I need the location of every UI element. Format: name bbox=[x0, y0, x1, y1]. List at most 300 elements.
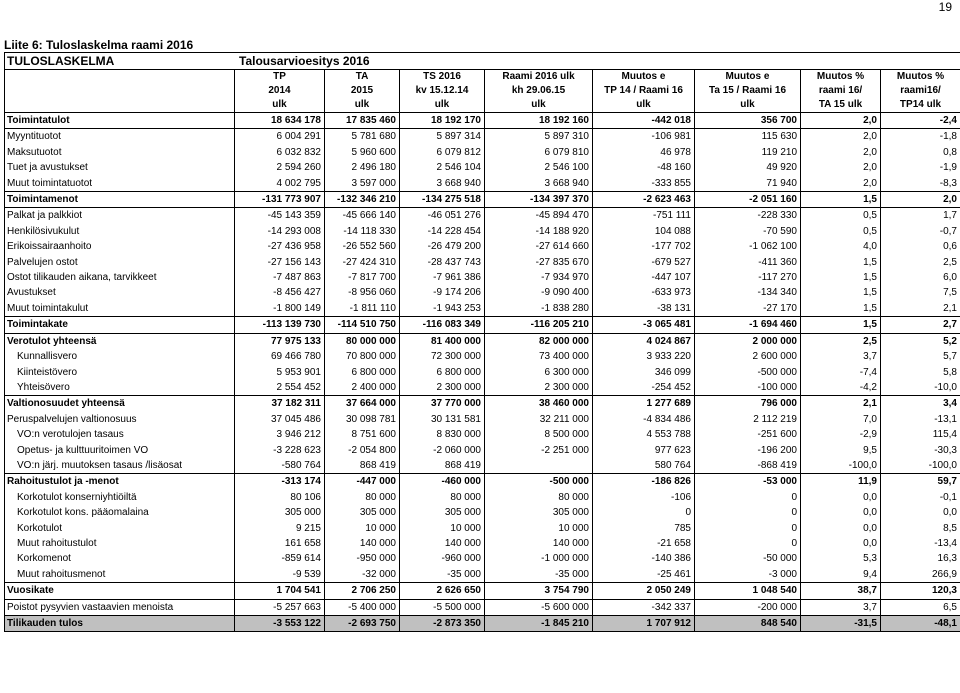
value-cell: -868 419 bbox=[695, 458, 801, 474]
value-cell: 5 953 901 bbox=[235, 365, 325, 380]
column-header-row bbox=[5, 70, 960, 84]
value-cell: 1,5 bbox=[801, 255, 881, 270]
table-row bbox=[5, 365, 960, 380]
value-cell: -132 346 210 bbox=[325, 192, 400, 208]
value-cell: -114 510 750 bbox=[325, 317, 400, 333]
value-cell: 2 300 000 bbox=[400, 380, 485, 396]
value-cell: 2 300 000 bbox=[485, 380, 593, 396]
value-cell: 8,5 bbox=[881, 521, 960, 536]
value-cell: -2,9 bbox=[801, 427, 881, 442]
value-cell: 6 079 810 bbox=[485, 145, 593, 160]
row-label: Toimintakate bbox=[5, 317, 235, 333]
header-blank-cell bbox=[5, 70, 235, 84]
row-label: Korkotulot bbox=[5, 521, 235, 536]
page-number: 19 bbox=[938, 0, 952, 14]
value-cell: 2 050 249 bbox=[593, 583, 695, 599]
income-statement-table bbox=[4, 70, 960, 632]
value-cell: 2,7 bbox=[881, 317, 960, 333]
table-row bbox=[5, 396, 960, 412]
value-cell: 2,0 bbox=[801, 129, 881, 145]
table-row bbox=[5, 505, 960, 520]
column-header-row bbox=[5, 98, 960, 113]
value-cell: 115 630 bbox=[695, 129, 801, 145]
value-cell: -70 590 bbox=[695, 224, 801, 239]
value-cell: -100 000 bbox=[695, 380, 801, 396]
value-cell: 2,5 bbox=[801, 333, 881, 349]
value-cell: -30,3 bbox=[881, 443, 960, 458]
value-cell: -1 694 460 bbox=[695, 317, 801, 333]
row-label: Tilikauden tulos bbox=[5, 616, 235, 632]
table-row bbox=[5, 536, 960, 551]
value-cell: 104 088 bbox=[593, 224, 695, 239]
value-cell: -5 400 000 bbox=[325, 599, 400, 615]
page-heading: Liite 6: Tuloslaskelma raami 2016 bbox=[4, 38, 194, 52]
table-row bbox=[5, 255, 960, 270]
value-cell: 2,0 bbox=[801, 113, 881, 129]
value-cell: 2,1 bbox=[801, 396, 881, 412]
row-label: Toimintatulot bbox=[5, 113, 235, 129]
value-cell: -7 817 700 bbox=[325, 270, 400, 285]
table-row bbox=[5, 224, 960, 239]
value-cell: -2 251 000 bbox=[485, 443, 593, 458]
value-cell: 1,5 bbox=[801, 317, 881, 333]
value-cell: -27 436 958 bbox=[235, 239, 325, 254]
value-cell: 0 bbox=[695, 490, 801, 505]
value-cell: -2,4 bbox=[881, 113, 960, 129]
value-cell: 4 002 795 bbox=[235, 176, 325, 192]
value-cell: -751 111 bbox=[593, 208, 695, 224]
value-cell: 0 bbox=[695, 505, 801, 520]
value-cell: -859 614 bbox=[235, 551, 325, 566]
column-header-cell: ulk bbox=[485, 98, 593, 113]
value-cell: -26 479 200 bbox=[400, 239, 485, 254]
value-cell: -48,1 bbox=[881, 616, 960, 632]
row-label: Kiinteistövero bbox=[5, 365, 235, 380]
value-cell: 5,8 bbox=[881, 365, 960, 380]
value-cell: -9 174 206 bbox=[400, 285, 485, 300]
value-cell: 2 600 000 bbox=[695, 349, 801, 364]
value-cell: -38 131 bbox=[593, 301, 695, 317]
value-cell: 37 664 000 bbox=[325, 396, 400, 412]
sheet-title-row bbox=[4, 52, 960, 70]
column-header-cell: raami16/ bbox=[881, 84, 960, 98]
value-cell: 1,5 bbox=[801, 285, 881, 300]
value-cell: 73 400 000 bbox=[485, 349, 593, 364]
value-cell: 266,9 bbox=[881, 567, 960, 583]
value-cell: -447 000 bbox=[325, 474, 400, 490]
value-cell: -9 539 bbox=[235, 567, 325, 583]
value-cell: 10 000 bbox=[485, 521, 593, 536]
table-row bbox=[5, 412, 960, 427]
column-header-cell: ulk bbox=[695, 98, 801, 113]
value-cell: 82 000 000 bbox=[485, 333, 593, 349]
table-row bbox=[5, 380, 960, 396]
value-cell: 305 000 bbox=[400, 505, 485, 520]
value-cell: 0,0 bbox=[801, 521, 881, 536]
value-cell: 3,4 bbox=[881, 396, 960, 412]
value-cell: 305 000 bbox=[325, 505, 400, 520]
value-cell: 6 079 812 bbox=[400, 145, 485, 160]
value-cell: 5,3 bbox=[801, 551, 881, 566]
value-cell: -13,1 bbox=[881, 412, 960, 427]
value-cell: 1,5 bbox=[801, 192, 881, 208]
value-cell: 81 400 000 bbox=[400, 333, 485, 349]
row-label: Ostot tilikauden aikana, tarvikkeet bbox=[5, 270, 235, 285]
table-row bbox=[5, 599, 960, 615]
value-cell: 32 211 000 bbox=[485, 412, 593, 427]
value-cell: 18 634 178 bbox=[235, 113, 325, 129]
table-row bbox=[5, 208, 960, 224]
value-cell: 16,3 bbox=[881, 551, 960, 566]
row-label: Tuet ja avustukset bbox=[5, 160, 235, 175]
value-cell: 5 897 314 bbox=[400, 129, 485, 145]
value-cell: -500 000 bbox=[695, 365, 801, 380]
table-row bbox=[5, 192, 960, 208]
value-cell: 2 554 452 bbox=[235, 380, 325, 396]
table-row bbox=[5, 458, 960, 474]
value-cell: -113 139 730 bbox=[235, 317, 325, 333]
row-label: Avustukset bbox=[5, 285, 235, 300]
table-row bbox=[5, 616, 960, 632]
value-cell: 161 658 bbox=[235, 536, 325, 551]
value-cell: -460 000 bbox=[400, 474, 485, 490]
table-row bbox=[5, 317, 960, 333]
value-cell: 140 000 bbox=[400, 536, 485, 551]
value-cell: 80 000 bbox=[325, 490, 400, 505]
value-cell: -342 337 bbox=[593, 599, 695, 615]
value-cell: 115,4 bbox=[881, 427, 960, 442]
value-cell: -48 160 bbox=[593, 160, 695, 175]
column-header-cell: ulk bbox=[235, 98, 325, 113]
value-cell: -14 293 008 bbox=[235, 224, 325, 239]
value-cell: -35 000 bbox=[400, 567, 485, 583]
value-cell: 49 920 bbox=[695, 160, 801, 175]
value-cell: 38 460 000 bbox=[485, 396, 593, 412]
value-cell: 77 975 133 bbox=[235, 333, 325, 349]
value-cell: -5 257 663 bbox=[235, 599, 325, 615]
value-cell: -1 811 110 bbox=[325, 301, 400, 317]
value-cell: 80 106 bbox=[235, 490, 325, 505]
value-cell: -7 961 386 bbox=[400, 270, 485, 285]
row-label: Palvelujen ostot bbox=[5, 255, 235, 270]
value-cell: -3 553 122 bbox=[235, 616, 325, 632]
column-header-cell: Raami 2016 ulk bbox=[485, 70, 593, 84]
value-cell: -134 275 518 bbox=[400, 192, 485, 208]
value-cell: 18 192 160 bbox=[485, 113, 593, 129]
value-cell: -960 000 bbox=[400, 551, 485, 566]
value-cell: 11,9 bbox=[801, 474, 881, 490]
value-cell: 346 099 bbox=[593, 365, 695, 380]
value-cell: -2 693 750 bbox=[325, 616, 400, 632]
row-label: Kunnallisvero bbox=[5, 349, 235, 364]
value-cell: -200 000 bbox=[695, 599, 801, 615]
table-row bbox=[5, 176, 960, 192]
column-header-cell: Ta 15 / Raami 16 bbox=[695, 84, 801, 98]
value-cell: 2 496 180 bbox=[325, 160, 400, 175]
table-row bbox=[5, 129, 960, 145]
value-cell: -950 000 bbox=[325, 551, 400, 566]
column-header-cell: TP14 ulk bbox=[881, 98, 960, 113]
row-label: Muut toimintatuotot bbox=[5, 176, 235, 192]
value-cell: 1 048 540 bbox=[695, 583, 801, 599]
row-label: Palkat ja palkkiot bbox=[5, 208, 235, 224]
value-cell: -27 614 660 bbox=[485, 239, 593, 254]
header-blank-cell bbox=[5, 84, 235, 98]
value-cell: 2 000 000 bbox=[695, 333, 801, 349]
value-cell: -8 456 427 bbox=[235, 285, 325, 300]
value-cell: -251 600 bbox=[695, 427, 801, 442]
value-cell: 6,0 bbox=[881, 270, 960, 285]
value-cell: -31,5 bbox=[801, 616, 881, 632]
value-cell: 59,7 bbox=[881, 474, 960, 490]
value-cell: -131 773 907 bbox=[235, 192, 325, 208]
value-cell: 0,5 bbox=[801, 224, 881, 239]
value-cell: -1 845 210 bbox=[485, 616, 593, 632]
value-cell: 0,0 bbox=[801, 490, 881, 505]
value-cell: 5 897 310 bbox=[485, 129, 593, 145]
value-cell: 120,3 bbox=[881, 583, 960, 599]
table-row bbox=[5, 239, 960, 254]
income-statement-sheet bbox=[4, 52, 960, 632]
value-cell: -633 973 bbox=[593, 285, 695, 300]
value-cell: 3 933 220 bbox=[593, 349, 695, 364]
column-header-cell: TP 14 / Raami 16 bbox=[593, 84, 695, 98]
table-row bbox=[5, 333, 960, 349]
column-header-cell: ulk bbox=[400, 98, 485, 113]
value-cell: -26 552 560 bbox=[325, 239, 400, 254]
value-cell: 8 830 000 bbox=[400, 427, 485, 442]
value-cell: 2 400 000 bbox=[325, 380, 400, 396]
value-cell: -228 330 bbox=[695, 208, 801, 224]
value-cell: 30 098 781 bbox=[325, 412, 400, 427]
table-row bbox=[5, 443, 960, 458]
value-cell: 0,5 bbox=[801, 208, 881, 224]
value-cell: -45 666 140 bbox=[325, 208, 400, 224]
column-header-cell: ulk bbox=[325, 98, 400, 113]
header-blank-cell bbox=[5, 98, 235, 113]
value-cell: -500 000 bbox=[485, 474, 593, 490]
row-label: Opetus- ja kulttuuritoimen VO bbox=[5, 443, 235, 458]
table-row bbox=[5, 285, 960, 300]
column-header-row bbox=[5, 84, 960, 98]
value-cell: 5,7 bbox=[881, 349, 960, 364]
value-cell: 868 419 bbox=[400, 458, 485, 474]
value-cell: 5,2 bbox=[881, 333, 960, 349]
value-cell: -3 000 bbox=[695, 567, 801, 583]
column-header-cell: TA bbox=[325, 70, 400, 84]
value-cell: -13,4 bbox=[881, 536, 960, 551]
value-cell: 5 960 600 bbox=[325, 145, 400, 160]
value-cell: 2,1 bbox=[881, 301, 960, 317]
row-label: Yhteisövero bbox=[5, 380, 235, 396]
column-header-cell: kh 29.06.15 bbox=[485, 84, 593, 98]
value-cell: 0,0 bbox=[801, 505, 881, 520]
value-cell: -140 386 bbox=[593, 551, 695, 566]
value-cell: -447 107 bbox=[593, 270, 695, 285]
row-label: VO:n järj. muutoksen tasaus /lisäosat bbox=[5, 458, 235, 474]
value-cell: 868 419 bbox=[325, 458, 400, 474]
value-cell: 848 540 bbox=[695, 616, 801, 632]
value-cell: 3,7 bbox=[801, 599, 881, 615]
value-cell: 4 553 788 bbox=[593, 427, 695, 442]
value-cell: 70 800 000 bbox=[325, 349, 400, 364]
value-cell: 119 210 bbox=[695, 145, 801, 160]
value-cell: 7,0 bbox=[801, 412, 881, 427]
value-cell: -3 228 623 bbox=[235, 443, 325, 458]
column-header-cell: 2014 bbox=[235, 84, 325, 98]
value-cell: -1 838 280 bbox=[485, 301, 593, 317]
value-cell: 580 764 bbox=[593, 458, 695, 474]
value-cell: -100,0 bbox=[881, 458, 960, 474]
row-label: Muut toimintakulut bbox=[5, 301, 235, 317]
value-cell: 0,0 bbox=[801, 536, 881, 551]
table-row bbox=[5, 521, 960, 536]
table-row bbox=[5, 551, 960, 566]
value-cell: 10 000 bbox=[325, 521, 400, 536]
value-cell: -100,0 bbox=[801, 458, 881, 474]
value-cell: 37 182 311 bbox=[235, 396, 325, 412]
value-cell: -9 090 400 bbox=[485, 285, 593, 300]
value-cell: 80 000 000 bbox=[325, 333, 400, 349]
value-cell: 10 000 bbox=[400, 521, 485, 536]
value-cell: -2 051 160 bbox=[695, 192, 801, 208]
value-cell: -411 360 bbox=[695, 255, 801, 270]
value-cell: 356 700 bbox=[695, 113, 801, 129]
value-cell: 0 bbox=[695, 521, 801, 536]
value-cell: -8,3 bbox=[881, 176, 960, 192]
value-cell: -27 170 bbox=[695, 301, 801, 317]
column-header-cell: ulk bbox=[593, 98, 695, 113]
value-cell: 0,8 bbox=[881, 145, 960, 160]
value-cell: 785 bbox=[593, 521, 695, 536]
value-cell: 80 000 bbox=[485, 490, 593, 505]
value-cell: 2 546 104 bbox=[400, 160, 485, 175]
value-cell: -5 600 000 bbox=[485, 599, 593, 615]
value-cell: 1 704 541 bbox=[235, 583, 325, 599]
sheet-subtitle: Talousarvioesitys 2016 bbox=[239, 54, 370, 68]
value-cell: -7 487 863 bbox=[235, 270, 325, 285]
column-header-cell: Muutos e bbox=[695, 70, 801, 84]
value-cell: 3 754 790 bbox=[485, 583, 593, 599]
row-label: Valtionosuudet yhteensä bbox=[5, 396, 235, 412]
table-row bbox=[5, 301, 960, 317]
row-label: Maksutuotot bbox=[5, 145, 235, 160]
value-cell: -25 461 bbox=[593, 567, 695, 583]
value-cell: -27 424 310 bbox=[325, 255, 400, 270]
value-cell: 0,0 bbox=[881, 505, 960, 520]
table-row bbox=[5, 145, 960, 160]
column-header-cell: Muutos % bbox=[801, 70, 881, 84]
value-cell: 0 bbox=[695, 536, 801, 551]
value-cell: 0 bbox=[593, 505, 695, 520]
value-cell: 69 466 780 bbox=[235, 349, 325, 364]
value-cell: -46 051 276 bbox=[400, 208, 485, 224]
column-header-cell: raami 16/ bbox=[801, 84, 881, 98]
value-cell: -1,8 bbox=[881, 129, 960, 145]
value-cell: -333 855 bbox=[593, 176, 695, 192]
value-cell: 1,5 bbox=[801, 270, 881, 285]
value-cell: 37 045 486 bbox=[235, 412, 325, 427]
value-cell: -0,1 bbox=[881, 490, 960, 505]
row-label: Toimintamenot bbox=[5, 192, 235, 208]
value-cell: -27 156 143 bbox=[235, 255, 325, 270]
value-cell: 2,5 bbox=[881, 255, 960, 270]
value-cell: -4 834 486 bbox=[593, 412, 695, 427]
value-cell bbox=[485, 458, 593, 474]
value-cell: -0,7 bbox=[881, 224, 960, 239]
value-cell: 1 277 689 bbox=[593, 396, 695, 412]
row-label: Poistot pysyvien vastaavien menoista bbox=[5, 599, 235, 615]
table-row bbox=[5, 113, 960, 129]
value-cell: 2 546 100 bbox=[485, 160, 593, 175]
value-cell: 5 781 680 bbox=[325, 129, 400, 145]
value-cell: 3 597 000 bbox=[325, 176, 400, 192]
value-cell: 1,5 bbox=[801, 301, 881, 317]
value-cell: -1 062 100 bbox=[695, 239, 801, 254]
value-cell: 3,7 bbox=[801, 349, 881, 364]
value-cell: 1,7 bbox=[881, 208, 960, 224]
table-row bbox=[5, 474, 960, 490]
value-cell: 6 300 000 bbox=[485, 365, 593, 380]
value-cell: 6 004 291 bbox=[235, 129, 325, 145]
value-cell: 46 978 bbox=[593, 145, 695, 160]
value-cell: -2 060 000 bbox=[400, 443, 485, 458]
value-cell: 9,4 bbox=[801, 567, 881, 583]
value-cell: -186 826 bbox=[593, 474, 695, 490]
row-label: Korkotulot konserniyhtiöiltä bbox=[5, 490, 235, 505]
column-header-cell: 2015 bbox=[325, 84, 400, 98]
table-row bbox=[5, 349, 960, 364]
value-cell: -14 228 454 bbox=[400, 224, 485, 239]
value-cell: -177 702 bbox=[593, 239, 695, 254]
value-cell: -2 623 463 bbox=[593, 192, 695, 208]
value-cell: 305 000 bbox=[235, 505, 325, 520]
column-header-cell: Muutos e bbox=[593, 70, 695, 84]
value-cell: -5 500 000 bbox=[400, 599, 485, 615]
value-cell: 6,5 bbox=[881, 599, 960, 615]
column-header-cell: Muutos % bbox=[881, 70, 960, 84]
value-cell: -28 437 743 bbox=[400, 255, 485, 270]
value-cell: 2,0 bbox=[881, 192, 960, 208]
value-cell: -14 188 920 bbox=[485, 224, 593, 239]
value-cell: 72 300 000 bbox=[400, 349, 485, 364]
value-cell: -4,2 bbox=[801, 380, 881, 396]
table-row bbox=[5, 270, 960, 285]
value-cell: 8 500 000 bbox=[485, 427, 593, 442]
value-cell: 7,5 bbox=[881, 285, 960, 300]
value-cell: -1 800 149 bbox=[235, 301, 325, 317]
value-cell: 6 032 832 bbox=[235, 145, 325, 160]
value-cell: -2 054 800 bbox=[325, 443, 400, 458]
value-cell: -580 764 bbox=[235, 458, 325, 474]
value-cell: -442 018 bbox=[593, 113, 695, 129]
column-header-cell: TS 2016 bbox=[400, 70, 485, 84]
value-cell: -8 956 060 bbox=[325, 285, 400, 300]
value-cell: -50 000 bbox=[695, 551, 801, 566]
value-cell: -679 527 bbox=[593, 255, 695, 270]
value-cell: 3 668 940 bbox=[400, 176, 485, 192]
value-cell: 2 706 250 bbox=[325, 583, 400, 599]
value-cell: 140 000 bbox=[485, 536, 593, 551]
row-label: Verotulot yhteensä bbox=[5, 333, 235, 349]
value-cell: -14 118 330 bbox=[325, 224, 400, 239]
value-cell: 3 668 940 bbox=[485, 176, 593, 192]
row-label: Erikoissairaanhoito bbox=[5, 239, 235, 254]
table-row bbox=[5, 567, 960, 583]
value-cell: -53 000 bbox=[695, 474, 801, 490]
value-cell: -106 bbox=[593, 490, 695, 505]
value-cell: -1 943 253 bbox=[400, 301, 485, 317]
